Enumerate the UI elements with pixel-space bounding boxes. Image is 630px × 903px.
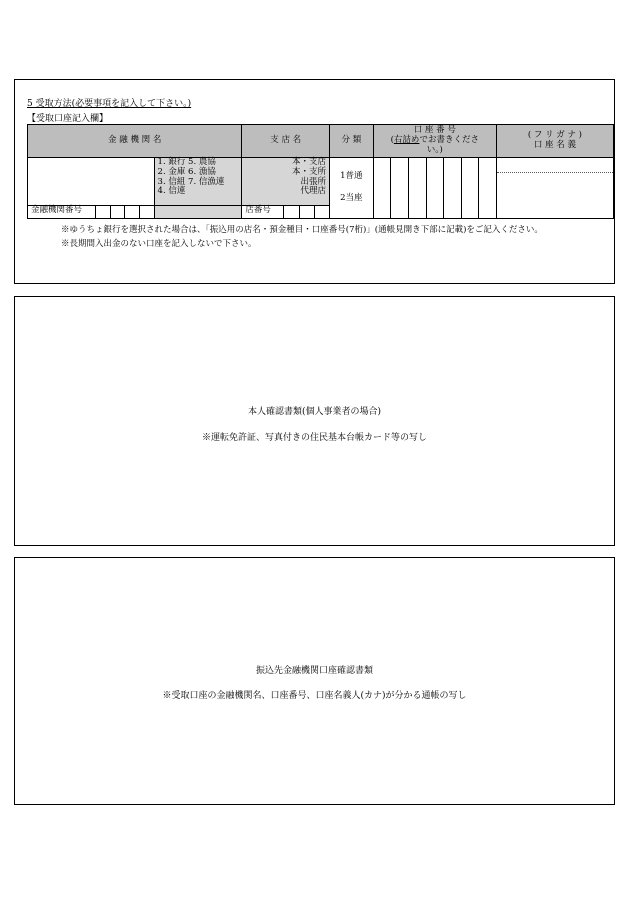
account-entry-subtitle: 【受取口座記入欄】	[27, 114, 109, 124]
branch-code-cell	[284, 206, 330, 219]
branch-type-option: 出張所	[300, 176, 326, 187]
bank-account-table	[27, 124, 614, 219]
identity-document-area	[14, 296, 615, 546]
header-holder-furigana: ( フ リ ガ ナ )	[527, 130, 582, 141]
header-branch-name: 支 店 名	[242, 125, 330, 158]
bank-type-option: 4. 信連	[157, 186, 186, 197]
header-account-number-line3: い。)	[426, 144, 443, 155]
bank-account-document-area	[14, 557, 615, 805]
branch-type-option: 本・支所	[291, 166, 326, 177]
bank-document-note: ※受取口座の金融機関名、口座番号、口座名義人(カナ)が分かる通帳の写し	[162, 691, 467, 701]
holder-furigana-input[interactable]	[497, 158, 613, 173]
header-account-number-line2: (右詰めでお書きくださ	[390, 135, 479, 146]
bank-type-spacer	[154, 206, 242, 219]
bank-code-digit[interactable]	[125, 206, 140, 218]
holder-name-input[interactable]	[497, 173, 613, 218]
branch-code-digit[interactable]	[315, 206, 329, 218]
branch-type-option: 代理店	[300, 186, 326, 197]
section-title: 5 受取方法(必要事項を記入して下さい。)	[27, 99, 192, 109]
bank-code-digit[interactable]	[96, 206, 111, 218]
dormant-account-note: ※長期間入出金のない口座を記入しないで下さい。	[61, 239, 257, 249]
bank-name-input[interactable]	[28, 158, 155, 206]
right-justify-label: 右詰め	[393, 135, 420, 146]
account-number-digits	[374, 158, 496, 218]
bank-type-option: 3. 信組 7. 信漁連	[157, 176, 225, 187]
bank-type-option: 1. 銀行 5. 農協	[157, 157, 216, 167]
bank-code-cell	[28, 206, 155, 219]
account-type-current[interactable]: 2当座	[340, 193, 363, 203]
branch-type-option: 本・支店	[291, 157, 326, 167]
account-type-ordinary[interactable]: 1普通	[340, 171, 363, 182]
identity-document-title: 本人確認書類(個人事業者の場合)	[247, 407, 382, 417]
branch-code-digit[interactable]	[300, 206, 315, 218]
header-holder-name: 口 座 名 義	[533, 140, 576, 150]
branch-code-label: 店番号	[242, 206, 284, 219]
bank-type-option: 2. 金庫 6. 漁協	[157, 166, 216, 177]
bank-code-digit[interactable]	[111, 206, 126, 218]
header-bank-name: 金 融 機 関 名	[28, 125, 242, 158]
header-account-number-line1: 口 座 番 号	[413, 125, 456, 136]
payment-method-section	[14, 79, 615, 284]
identity-document-note: ※運転免許証、写真付きの住民基本台帳カード等の写し	[201, 433, 427, 443]
yucho-bank-note: ※ゆうちょ銀行を選択された場合は、「振込用の店名・預金種目・口座番号(7桁)」(通帳見開き下部に記載)をご記入ください。	[61, 225, 543, 235]
account-number-boxes[interactable]	[373, 158, 496, 219]
branch-code-digit[interactable]	[284, 206, 299, 218]
branch-type-list	[242, 158, 330, 206]
bank-type-list	[154, 158, 242, 206]
bank-code-digit[interactable]	[140, 206, 154, 218]
account-holder-cell	[496, 158, 613, 219]
bank-code-label: 金融機関番号	[28, 206, 96, 218]
header-account-type: 分 類	[330, 125, 374, 158]
header-account-number	[373, 125, 496, 158]
header-account-holder	[496, 125, 613, 158]
bank-document-title: 振込先金融機関口座確認書類	[255, 666, 373, 676]
account-type-options	[330, 158, 374, 219]
